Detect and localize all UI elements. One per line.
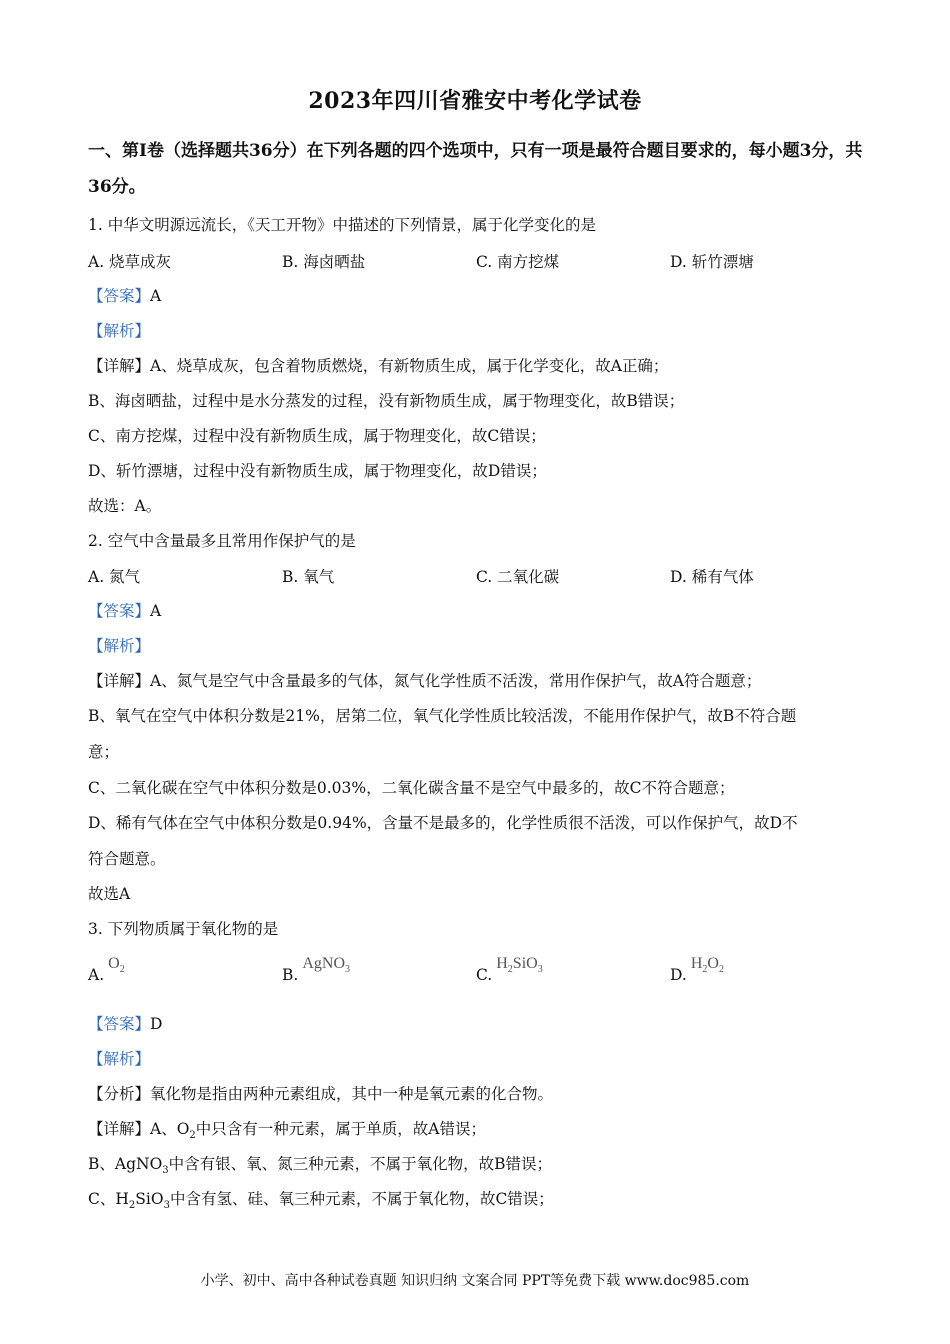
question-3-options xyxy=(88,955,868,990)
q1-option-a: A. 烧草成灰 xyxy=(88,253,172,271)
detail-tag: 【详解】 xyxy=(88,357,151,375)
formula-o2: $O_2$ xyxy=(108,955,125,976)
question-1-stem: 1. 中华文明源远流长，《天工开物》中描述的下列情景，属于化学变化的是 xyxy=(88,216,596,234)
q2-answer xyxy=(88,600,868,622)
q3-option-c xyxy=(476,955,543,987)
q2-option-d: D. 稀有气体 xyxy=(670,568,754,586)
q1-detail-2: B、海卤晒盐，过程中是水分蒸发的过程，没有新物质生成，属于物理变化，故B错误； xyxy=(88,392,685,410)
q2-detail-5: D、稀有气体在空气中体积分数是0.94%，含量不是最多的，化学性质很不活泼，可以作保护气，故D不 xyxy=(88,814,798,832)
q1-detail-5: 故选：A。 xyxy=(88,497,162,515)
question-1-options xyxy=(88,250,868,274)
detail-tag: 【详解】 xyxy=(88,672,151,690)
analysis-tag: 【分析】 xyxy=(88,1085,151,1103)
page-footer: 小学、初中、高中各种试卷真题 知识归纳 文案合同 PPT等免费下载 www.doc985.com xyxy=(200,1273,750,1289)
page-title: 2023年四川省雅安中考化学试卷 xyxy=(308,88,642,114)
q2-detail-4: C、二氧化碳在空气中体积分数是0.03%，二氧化碳含量不是空气中最多的，故C不符合题意； xyxy=(88,779,735,797)
q1-option-b: B. 海卤晒盐 xyxy=(282,253,366,271)
q3-detail-3: C、$H_2SiO_3$中含有氢、硅、氧三种元素，不属于氧化物，故C错误； xyxy=(88,1190,554,1212)
answer-tag: 【答案】 xyxy=(88,1015,151,1033)
q1-analysis-tag: 【解析】 xyxy=(88,322,151,340)
q3-detail-1: 【详解】A、$O_2$中只含有一种元素，属于单质，故A错误； xyxy=(88,1120,486,1142)
section-heading: 一、第Ⅰ卷（选择题共36分）在下列各题的四个选项中，只有一项是最符合题目要求的，每小题3分，共36分。 xyxy=(88,141,863,197)
q2-option-a: A. 氮气 xyxy=(88,568,141,586)
q2-detail-1 xyxy=(88,670,868,692)
q1-detail-3: C、南方挖煤，过程中没有新物质生成，属于物理变化，故C错误； xyxy=(88,427,546,445)
analysis-text: 氧化物是指由两种元素组成，其中一种是氧元素的化合物。 xyxy=(150,1085,554,1103)
detail-text: A、烧草成灰，包含着物质燃烧，有新物质生成，属于化学变化，故A正确； xyxy=(150,357,669,375)
q1-detail-1 xyxy=(88,355,868,377)
q3-answer xyxy=(88,1013,868,1035)
question-3-stem: 3. 下列物质属于氧化物的是 xyxy=(88,920,279,938)
answer-value: A xyxy=(150,287,162,305)
q3-option-a xyxy=(88,955,125,987)
detail-tag: 【详解】 xyxy=(88,1120,151,1138)
q1-detail-4: D、斩竹漂塘，过程中没有新物质生成，属于物理变化，故D错误； xyxy=(88,462,547,480)
question-2-stem: 2. 空气中含量最多且常用作保护气的是 xyxy=(88,532,356,550)
formula-h2o2: $H_2O_2$ xyxy=(690,955,724,976)
detail-text: A、氮气是空气中含量最多的气体，氮气化学性质不活泼，常用作保护气，故A符合题意； xyxy=(150,672,762,690)
answer-value: A xyxy=(150,602,162,620)
q3-analysis xyxy=(88,1083,868,1105)
option-letter: D. xyxy=(670,966,687,984)
q3-option-b xyxy=(282,955,350,987)
option-letter: A. xyxy=(88,966,105,984)
answer-tag: 【答案】 xyxy=(88,602,151,620)
formula-agno3: AgNO$_3$ xyxy=(302,955,350,976)
q2-analysis-tag: 【解析】 xyxy=(88,637,151,655)
option-letter: C. xyxy=(476,966,493,984)
q3-option-d xyxy=(670,955,724,987)
question-2-options xyxy=(88,565,868,589)
q1-answer xyxy=(88,285,868,307)
answer-value: D xyxy=(150,1015,163,1033)
q2-detail-2: B、氧气在空气中体积分数是21%，居第二位，氧气化学性质比较活泼，不能用作保护气，故B不符合题 xyxy=(88,707,797,725)
q2-detail-7: 故选A xyxy=(88,885,131,903)
q2-option-b: B. 氧气 xyxy=(282,568,335,586)
q3-analysis-tag: 【解析】 xyxy=(88,1050,151,1068)
answer-tag: 【答案】 xyxy=(88,287,151,305)
formula-h2sio3: $H_2SiO_3$ xyxy=(496,955,543,976)
q1-option-c: C. 南方挖煤 xyxy=(476,253,560,271)
q2-option-c: C. 二氧化碳 xyxy=(476,568,560,586)
q1-option-d: D. 斩竹漂塘 xyxy=(670,253,754,271)
option-letter: B. xyxy=(282,966,299,984)
q2-detail-3: 意； xyxy=(88,743,120,761)
q3-detail-2: B、AgNO$_3$中含有银、氧、氮三种元素，不属于氧化物，故B错误； xyxy=(88,1155,553,1177)
q2-detail-6: 符合题意。 xyxy=(88,850,166,868)
